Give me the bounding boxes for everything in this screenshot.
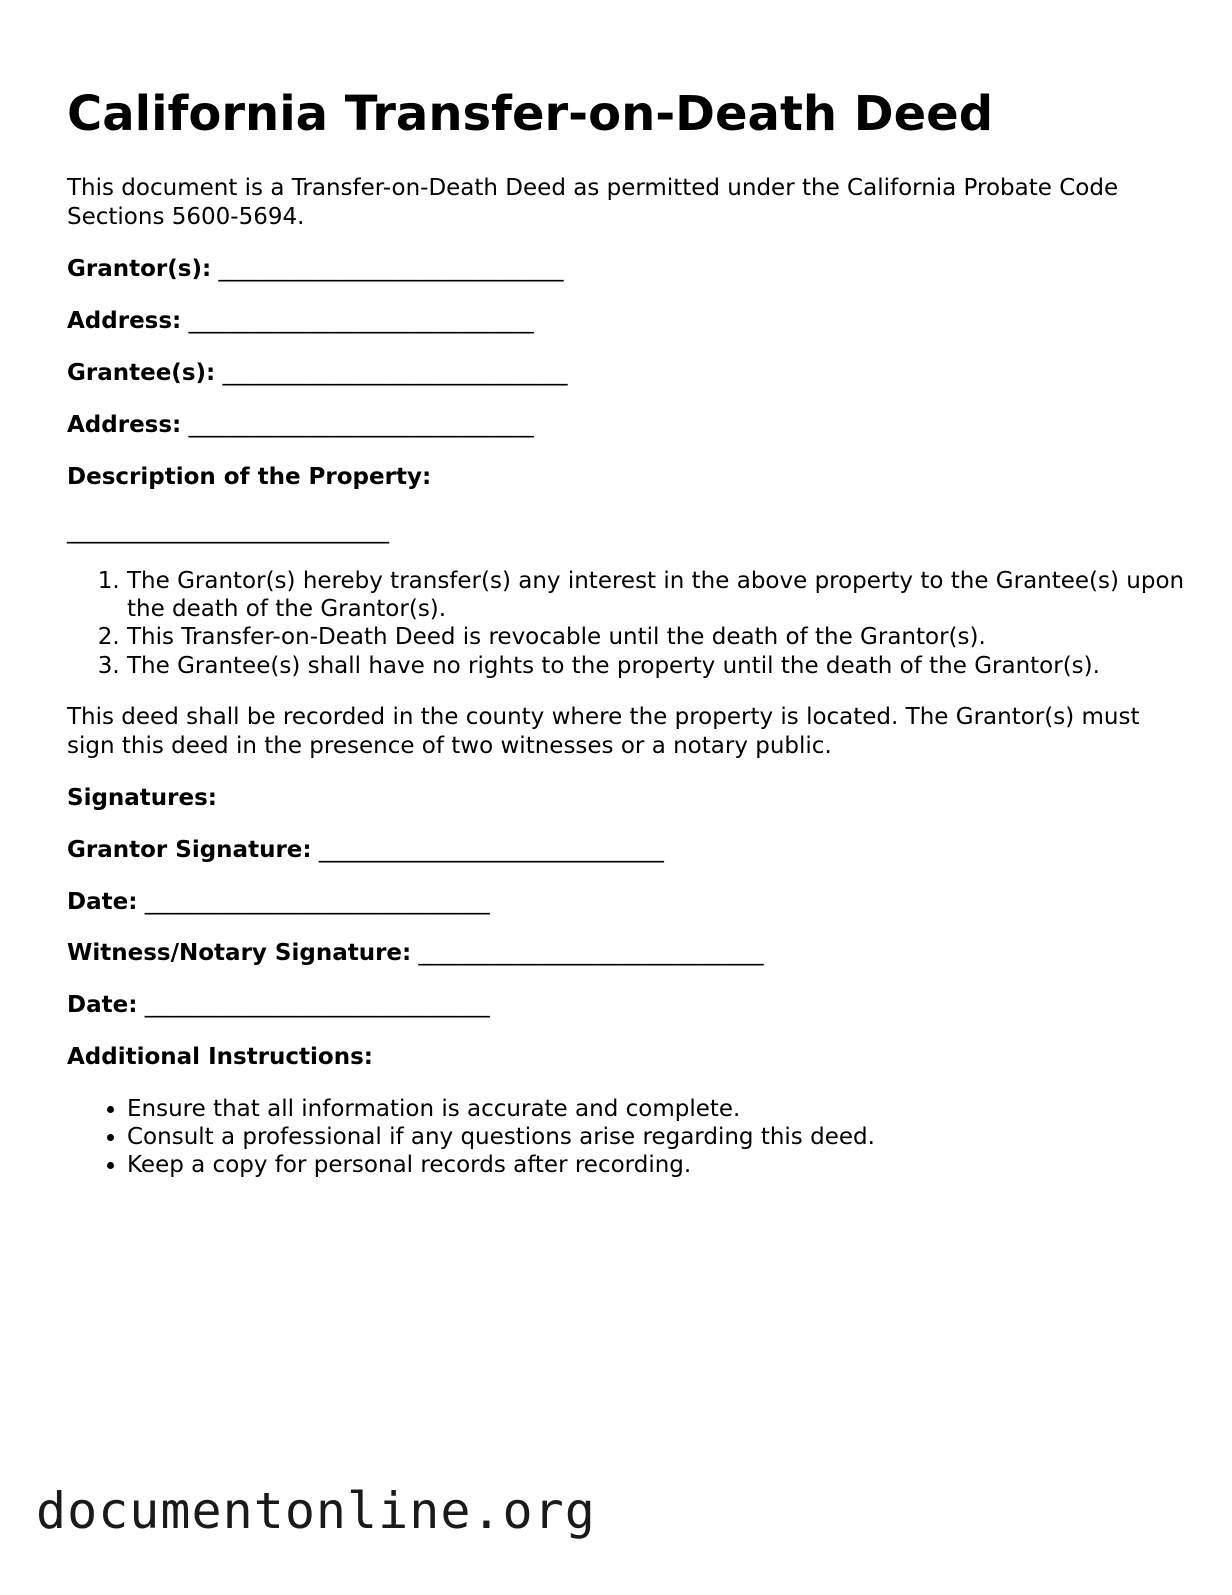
- grantor-date-field: [67, 887, 490, 917]
- grantor-blank[interactable]: ______________________________: [218, 256, 564, 282]
- term-item: 2. This Transfer-on-Death Deed is revocable until the death of the Grantor(s).: [127, 623, 1227, 651]
- property-heading-label: Description of the Property:: [67, 464, 432, 490]
- grantor-date-label: Date:: [67, 889, 138, 915]
- additional-instructions-label: Additional Instructions:: [67, 1044, 373, 1070]
- grantor-field: [67, 254, 563, 284]
- grantee-address-field: [67, 410, 534, 440]
- page-title: California Transfer-on-Death Deed: [67, 86, 994, 142]
- witness-date-blank[interactable]: ______________________________: [144, 992, 490, 1018]
- grantor-address-label: Address:: [67, 308, 182, 334]
- grantor-date-blank[interactable]: ______________________________: [144, 889, 490, 915]
- instruction-item: • Ensure that all information is accurate and complete.: [127, 1095, 1227, 1123]
- grantee-address-label: Address:: [67, 412, 182, 438]
- intro-paragraph: This document is a Transfer-on-Death Deed as permitted under the California Probate Code Sections 5600-5694.: [67, 175, 1119, 230]
- witness-date-field: [67, 990, 490, 1020]
- grantor-signature-label: Grantor Signature:: [67, 837, 312, 863]
- closing-paragraph: This deed shall be recorded in the county where the property is located. The Grantor(s) must sign this deed in the presence of two witnesses or a notary public.: [67, 704, 1140, 759]
- grantee-label: Grantee(s):: [67, 360, 216, 386]
- grantor-address-field: [67, 306, 534, 336]
- watermark-logo: documentonline.org: [36, 1482, 596, 1540]
- grantor-address-blank[interactable]: ______________________________: [188, 308, 534, 334]
- witness-signature-field: [67, 938, 764, 968]
- grantee-address-blank[interactable]: ______________________________: [188, 412, 534, 438]
- instruction-item: • Keep a copy for personal records after recording.: [127, 1151, 1227, 1179]
- instructions-list: [67, 1095, 1227, 1180]
- grantor-signature-blank[interactable]: ______________________________: [318, 837, 664, 863]
- witness-signature-blank[interactable]: ______________________________: [418, 940, 764, 966]
- property-description-blank[interactable]: ____________________________: [67, 518, 389, 544]
- property-heading: [67, 462, 431, 492]
- grantor-label: Grantor(s):: [67, 256, 212, 282]
- grantee-field: [67, 358, 568, 388]
- signatures-heading: [67, 783, 217, 813]
- term-item: 1. The Grantor(s) hereby transfer(s) any interest in the above property to the Grantee(s) upon the death of the Grantor(s).: [127, 567, 1227, 623]
- witness-date-label: Date:: [67, 992, 138, 1018]
- instruction-item: • Consult a professional if any questions arise regarding this deed.: [127, 1123, 1227, 1151]
- grantor-signature-field: [67, 835, 664, 865]
- terms-list: [67, 567, 1227, 680]
- witness-signature-label: Witness/Notary Signature:: [67, 940, 412, 966]
- additional-instructions-heading: [67, 1042, 373, 1072]
- grantee-blank[interactable]: ______________________________: [222, 360, 568, 386]
- term-item: 3. The Grantee(s) shall have no rights to the property until the death of the Grantor(s).: [127, 652, 1227, 680]
- signatures-heading-label: Signatures:: [67, 785, 218, 811]
